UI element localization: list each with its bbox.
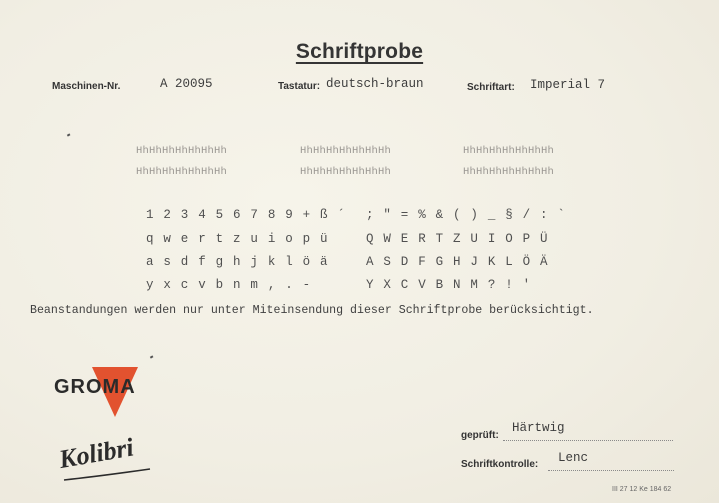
hammer-line-2: HhHhHhHhHhHhHh bbox=[300, 145, 392, 157]
hammer-line-4: HhHhHhHhHhHhHh bbox=[136, 166, 228, 178]
schriftart-value: Imperial 7 bbox=[530, 78, 606, 92]
gepruft-label: geprüft: bbox=[461, 430, 499, 441]
maschinen-label: Maschinen-Nr. bbox=[52, 81, 121, 92]
schriftkontrolle-dotted-line bbox=[548, 470, 674, 471]
keyboard-right-row-2: Q W E R T Z U I O P Ü bbox=[366, 232, 549, 246]
keyboard-left-row-2: q w e r t z u i o p ü bbox=[146, 232, 329, 246]
gepruft-dotted-line bbox=[503, 440, 673, 441]
hammer-line-5: HhHhHhHhHhHhHh bbox=[300, 166, 392, 178]
tastatur-label: Tastatur: bbox=[278, 81, 321, 92]
hammer-line-6: HhHhHhHhHhHhHh bbox=[463, 166, 555, 178]
schriftart-label: Schriftart: bbox=[467, 82, 515, 93]
keyboard-right-row-3: A S D F G H J K L Ö Ä bbox=[366, 255, 549, 269]
schriftkontrolle-label: Schriftkontrolle: bbox=[461, 459, 539, 470]
maschinen-value: A 20095 bbox=[160, 77, 213, 91]
keyboard-right-row-1: ; " = % & ( ) _ § / : ` bbox=[366, 208, 567, 222]
paper-speck bbox=[67, 133, 70, 136]
kolibri-wordmark: Kolibri bbox=[56, 432, 136, 475]
keyboard-left-row-4: y x c v b n m , . - bbox=[146, 278, 312, 292]
notice-text: Beanstandungen werden nur unter Miteinsendung dieser Schriftprobe berücksichtigt. bbox=[30, 304, 594, 317]
gepruft-value: Härtwig bbox=[512, 421, 565, 435]
groma-brand-text: GROMA bbox=[54, 376, 136, 398]
kolibri-underline-swash bbox=[62, 468, 152, 482]
keyboard-left-row-1: 1 2 3 4 5 6 7 8 9 + ß ´ bbox=[146, 208, 347, 222]
keyboard-left-row-3: a s d f g h j k l ö ä bbox=[146, 255, 329, 269]
tastatur-value: deutsch-braun bbox=[326, 77, 424, 91]
schriftkontrolle-value: Lenc bbox=[558, 451, 589, 465]
hammer-line-3: HhHhHhHhHhHhHh bbox=[463, 145, 555, 157]
keyboard-right-row-4: Y X C V B N M ? ! ' bbox=[366, 278, 532, 292]
page-title: Schriftprobe bbox=[295, 40, 424, 63]
form-code: III 27 12 Ke 184 62 bbox=[612, 486, 672, 493]
paper-speck bbox=[150, 355, 153, 358]
hammer-line-1: HhHhHhHhHhHhHh bbox=[136, 145, 228, 157]
